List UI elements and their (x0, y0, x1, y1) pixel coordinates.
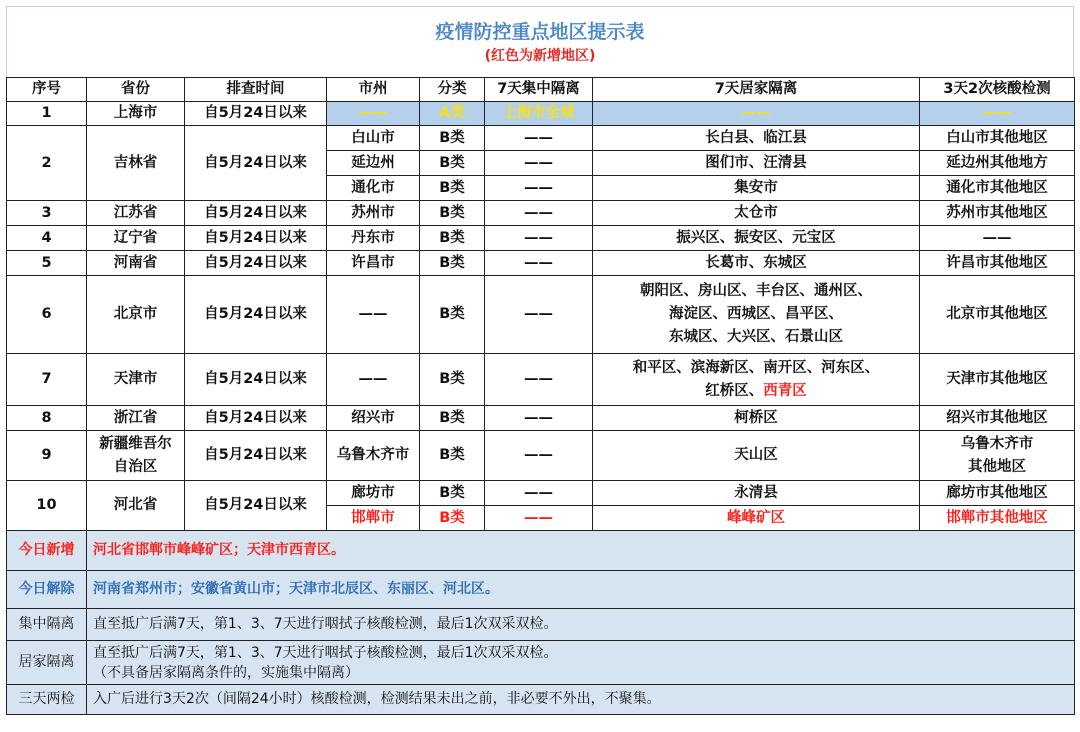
cell-time: 自5月24日以来 (185, 102, 327, 126)
cell-no: 5 (7, 251, 87, 276)
table-row (7, 276, 1075, 354)
page-title: 疫情防控重点地区提示表 (435, 21, 645, 43)
note-label: 集中隔离 (7, 609, 87, 641)
cell-no: 2 (7, 126, 87, 201)
table-row (7, 201, 1075, 226)
cell-home: 图们市、汪清县 (593, 151, 920, 176)
cell-city: 苏州市 (327, 201, 420, 226)
note-line: 直至抵广后满7天，第1、3、7天进行咽拭子核酸检测，最后1次双采双检。 (93, 644, 558, 661)
cell-time: 自5月24日以来 (185, 226, 327, 251)
cell-test: 邯郸市其他地区 (920, 506, 1075, 531)
cell-no: 3 (7, 201, 87, 226)
note-row-new (7, 531, 1075, 571)
cell-no: 9 (7, 431, 87, 481)
cell-central: —— (485, 176, 593, 201)
cell-province: 北京市 (87, 276, 185, 354)
cell-test: 廊坊市其他地区 (920, 481, 1075, 506)
cell-class: B类 (420, 431, 485, 481)
cell-city: 乌鲁木齐市 (327, 431, 420, 481)
table-row (7, 226, 1075, 251)
cell-class: B类 (420, 354, 485, 406)
col-header: 排查时间 (185, 78, 327, 102)
cell-home: 集安市 (593, 176, 920, 201)
cell-test: —— (920, 102, 1075, 126)
cell-home (593, 276, 920, 354)
col-header: 3天2次核酸检测 (920, 78, 1075, 102)
cell-no: 6 (7, 276, 87, 354)
cell-test: 苏州市其他地区 (920, 201, 1075, 226)
home-line: 海淀区、西城区、昌平区、 (669, 306, 843, 322)
cell-province (87, 431, 185, 481)
note-label: 今日新增 (7, 531, 87, 571)
note-row-central (7, 609, 1075, 641)
table-row (7, 406, 1075, 431)
col-header: 市州 (327, 78, 420, 102)
table-row (7, 354, 1075, 406)
cell-city: —— (327, 354, 420, 406)
table-row (7, 102, 1075, 126)
table-row (7, 431, 1075, 481)
cell-city: 廊坊市 (327, 481, 420, 506)
home-line: 朝阳区、房山区、丰台区、通州区、 (640, 283, 872, 299)
cell-home: 振兴区、振安区、元宝区 (593, 226, 920, 251)
cell-class: B类 (420, 506, 485, 531)
table-row (7, 126, 1075, 151)
cell-time: 自5月24日以来 (185, 201, 327, 226)
cell-city: 邯郸市 (327, 506, 420, 531)
cell-test: 白山市其他地区 (920, 126, 1075, 151)
cell-class: B类 (420, 406, 485, 431)
note-label: 三天两检 (7, 685, 87, 715)
note-text: 入广后进行3天2次（间隔24小时）核酸检测，检测结果未出之前，非必要不外出，不聚集。 (87, 685, 1075, 715)
cell-time: 自5月24日以来 (185, 354, 327, 406)
page-subtitle: (红色为新增地区) (484, 48, 596, 64)
cell-central: —— (485, 406, 593, 431)
cell-no: 10 (7, 481, 87, 531)
cell-no: 4 (7, 226, 87, 251)
header-row (7, 78, 1075, 102)
cell-home: 长葛市、东城区 (593, 251, 920, 276)
cell-city: —— (327, 102, 420, 126)
cell-time: 自5月24日以来 (185, 481, 327, 531)
cell-central: —— (485, 506, 593, 531)
cell-time: 自5月24日以来 (185, 406, 327, 431)
home-new-text: 西青区 (763, 382, 807, 399)
cell-test (920, 431, 1075, 481)
cell-class: B类 (420, 201, 485, 226)
home-line: 东城区、大兴区、石景山区 (669, 329, 843, 345)
home-line: 和平区、滨海新区、南开区、河东区、 (632, 359, 880, 376)
cell-city: 通化市 (327, 176, 420, 201)
test-line: 乌鲁木齐市 (960, 435, 1034, 452)
cell-home: 峰峰矿区 (593, 506, 920, 531)
cell-no: 8 (7, 406, 87, 431)
title-box (6, 6, 1074, 77)
cell-home: —— (593, 102, 920, 126)
cell-province: 吉林省 (87, 126, 185, 201)
cell-test: 绍兴市其他地区 (920, 406, 1075, 431)
test-line: 其他地区 (968, 458, 1026, 475)
cell-province: 辽宁省 (87, 226, 185, 251)
cell-test: 通化市其他地区 (920, 176, 1075, 201)
province-line: 自治区 (113, 458, 158, 475)
cell-class: B类 (420, 151, 485, 176)
cell-class: B类 (420, 226, 485, 251)
cell-province: 河北省 (87, 481, 185, 531)
cell-time: 自5月24日以来 (185, 276, 327, 354)
cell-central: —— (485, 226, 593, 251)
cell-central: —— (485, 431, 593, 481)
document (6, 6, 1074, 715)
cell-test: 延边州其他地方 (920, 151, 1075, 176)
cell-test: 许昌市其他地区 (920, 251, 1075, 276)
cell-home: 天山区 (593, 431, 920, 481)
cell-home (593, 354, 920, 406)
cell-central: —— (485, 201, 593, 226)
note-row-test (7, 685, 1075, 715)
cell-central: —— (485, 151, 593, 176)
cell-central: —— (485, 481, 593, 506)
note-text (87, 641, 1075, 685)
cell-city: 绍兴市 (327, 406, 420, 431)
cell-time: 自5月24日以来 (185, 126, 327, 201)
note-text: 河北省邯郸市峰峰矿区；天津市西青区。 (87, 531, 1075, 571)
cell-city: 延边州 (327, 151, 420, 176)
col-header: 分类 (420, 78, 485, 102)
home-line (595, 380, 917, 403)
note-text: 直至抵广后满7天，第1、3、7天进行咽拭子核酸检测，最后1次双采双检。 (87, 609, 1075, 641)
cell-home: 长白县、临江县 (593, 126, 920, 151)
cell-class: B类 (420, 251, 485, 276)
cell-central: —— (485, 126, 593, 151)
cell-no: 7 (7, 354, 87, 406)
cell-city: 白山市 (327, 126, 420, 151)
cell-time: 自5月24日以来 (185, 251, 327, 276)
cell-test: 北京市其他地区 (920, 276, 1075, 354)
cell-central: —— (485, 276, 593, 354)
regions-table (6, 77, 1075, 715)
cell-province: 河南省 (87, 251, 185, 276)
col-header: 省份 (87, 78, 185, 102)
cell-home: 永清县 (593, 481, 920, 506)
note-label: 居家隔离 (7, 641, 87, 685)
cell-time: 自5月24日以来 (185, 431, 327, 481)
home-text: 红桥区、 (705, 382, 764, 399)
cell-city: 许昌市 (327, 251, 420, 276)
cell-province: 浙江省 (87, 406, 185, 431)
cell-class: B类 (420, 481, 485, 506)
cell-central: —— (485, 251, 593, 276)
cell-central: —— (485, 354, 593, 406)
cell-test: 天津市其他地区 (920, 354, 1075, 406)
cell-class: B类 (420, 176, 485, 201)
note-line: （不具备居家隔离条件的，实施集中隔离） (93, 664, 359, 681)
note-row-lift (7, 571, 1075, 609)
cell-city: —— (327, 276, 420, 354)
cell-home: 柯桥区 (593, 406, 920, 431)
province-line: 新疆维吾尔 (99, 435, 172, 452)
cell-province: 天津市 (87, 354, 185, 406)
cell-province: 上海市 (87, 102, 185, 126)
cell-no: 1 (7, 102, 87, 126)
cell-class: B类 (420, 276, 485, 354)
col-header: 序号 (7, 78, 87, 102)
cell-class: A类 (420, 102, 485, 126)
cell-central: 上海市全域 (485, 102, 593, 126)
cell-city: 丹东市 (327, 226, 420, 251)
cell-class: B类 (420, 126, 485, 151)
note-label: 今日解除 (7, 571, 87, 609)
table-row (7, 251, 1075, 276)
note-row-home (7, 641, 1075, 685)
cell-province: 江苏省 (87, 201, 185, 226)
cell-home: 太仓市 (593, 201, 920, 226)
table-row (7, 481, 1075, 506)
note-text: 河南省郑州市；安徽省黄山市；天津市北辰区、东丽区、河北区。 (87, 571, 1075, 609)
col-header: 7天集中隔离 (485, 78, 593, 102)
col-header: 7天居家隔离 (593, 78, 920, 102)
cell-test: —— (920, 226, 1075, 251)
